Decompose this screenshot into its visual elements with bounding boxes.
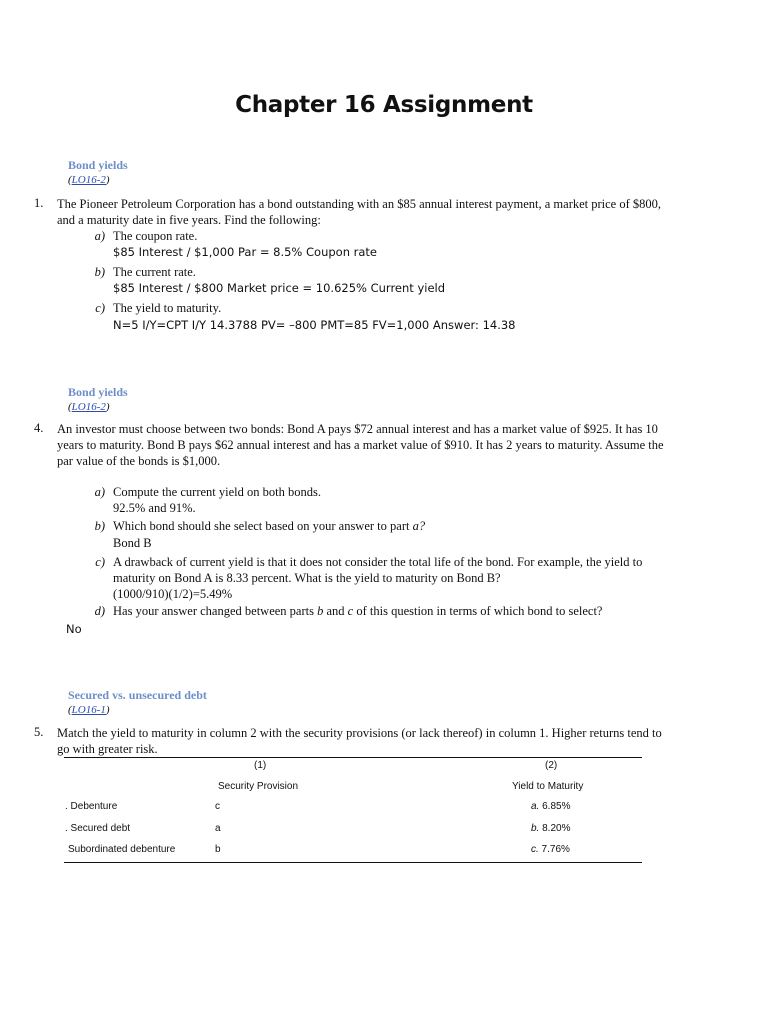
part-letter: a) (94, 229, 105, 243)
question-text-line: years to maturity. Bond B pays $62 annual interest and has a market value of $910. It has 2 years to maturity. Assume the (57, 438, 664, 452)
part-text: A drawback of current yield is that it does not consider the total life of the bond. For example, the yield to (113, 555, 643, 569)
part-text (113, 519, 425, 534)
lo-close-paren: ) (105, 174, 110, 186)
learning-objective (68, 401, 110, 413)
lo-link[interactable]: LO16-1 (71, 704, 106, 716)
part-answer: N=5 I/Y=CPT I/Y 14.3788 PV= –800 PMT=85 FV=1,000 Answer: 14.38 (113, 318, 516, 332)
question-number: 5. (34, 725, 44, 739)
part-letter: b) (94, 519, 105, 533)
topic-heading: Secured vs. unsecured debt (68, 688, 207, 702)
question-text-line: An investor must choose between two bonds: Bond A pays $72 annual interest and has a market value of $925. It has 10 (57, 422, 658, 436)
lo-link[interactable]: LO16-2 (71, 174, 106, 186)
lo-close-paren: ) (105, 401, 110, 413)
part-answer: $85 Interest / $800 Market price = 10.625% Current yield (113, 281, 446, 295)
final-answer: No (66, 622, 82, 636)
row-yield (531, 801, 570, 812)
part-text: The current rate. (113, 265, 196, 279)
question-text-line: Match the yield to maturity in column 2 with the security provisions (or lack thereof) in column 1. Higher returns tend to (57, 726, 662, 740)
question-text-line: go with greater risk. (57, 742, 158, 756)
yield-letter: b. (531, 823, 540, 834)
row-match: a (215, 823, 221, 834)
row-match: b (215, 844, 221, 855)
column-2-header: Yield to Maturity (512, 781, 584, 792)
column-2-number: (2) (545, 760, 558, 771)
row-match: c (215, 801, 220, 812)
part-letter: b) (94, 265, 105, 279)
yield-value: 6.85% (539, 801, 571, 812)
table-bottom-rule (64, 862, 642, 863)
row-provision: . Debenture (65, 801, 118, 812)
part-text: The yield to maturity. (113, 301, 222, 315)
lo-open-paren: ( (68, 174, 72, 186)
part-answer: Bond B (113, 536, 152, 550)
topic-heading: Bond yields (68, 385, 128, 399)
part-text-emphasis: b (317, 604, 324, 618)
part-answer: 92.5% and 91%. (113, 501, 196, 515)
question-number: 1. (34, 196, 44, 210)
question-text-line: par value of the bonds is $1,000. (57, 454, 221, 468)
row-provision: Subordinated debenture (68, 844, 176, 855)
question-number: 4. (34, 421, 44, 435)
part-letter: c) (95, 555, 105, 569)
learning-objective (68, 174, 110, 186)
yield-value: 7.76% (538, 844, 570, 855)
lo-open-paren: ( (68, 704, 72, 716)
lo-link[interactable]: LO16-2 (71, 401, 106, 413)
page-title: Chapter 16 Assignment (235, 92, 533, 118)
part-text: Compute the current yield on both bonds. (113, 485, 321, 499)
table-top-rule (64, 757, 642, 758)
part-letter: d) (94, 604, 105, 618)
row-provision: . Secured debt (65, 823, 131, 834)
part-text-segment: Which bond should she select based on your answer to part (113, 519, 413, 533)
lo-open-paren: ( (68, 401, 72, 413)
part-text-segment: of this question in terms of which bond to select? (353, 604, 603, 618)
column-1-header: Security Provision (218, 781, 299, 792)
question-text-line: The Pioneer Petroleum Corporation has a bond outstanding with an $85 annual interest payment, a market price of $800, (57, 197, 662, 211)
yield-letter: c. (531, 844, 539, 855)
learning-objective (68, 704, 110, 716)
part-text-segment: Has your answer changed between parts (113, 604, 318, 618)
part-text: maturity on Bond A is 8.33 percent. What is the yield to maturity on Bond B? (113, 571, 501, 585)
part-text-emphasis: a? (412, 519, 426, 533)
part-answer: (1000/910)(1/2)=5.49% (113, 587, 233, 601)
row-yield (531, 823, 570, 834)
column-1-number: (1) (254, 760, 267, 771)
topic-heading: Bond yields (68, 158, 128, 172)
yield-value: 8.20% (539, 823, 571, 834)
part-letter: c) (95, 301, 105, 315)
part-letter: a) (94, 485, 105, 499)
part-text-emphasis: c (347, 604, 354, 618)
part-text-segment: and (323, 604, 348, 618)
part-text: The coupon rate. (113, 229, 198, 243)
lo-close-paren: ) (105, 704, 110, 716)
row-yield (531, 844, 570, 855)
yield-letter: a. (531, 801, 540, 812)
question-text-line: and a maturity date in five years. Find the following: (57, 213, 321, 227)
part-answer: $85 Interest / $1,000 Par = 8.5% Coupon rate (113, 245, 378, 259)
part-text (113, 604, 602, 619)
